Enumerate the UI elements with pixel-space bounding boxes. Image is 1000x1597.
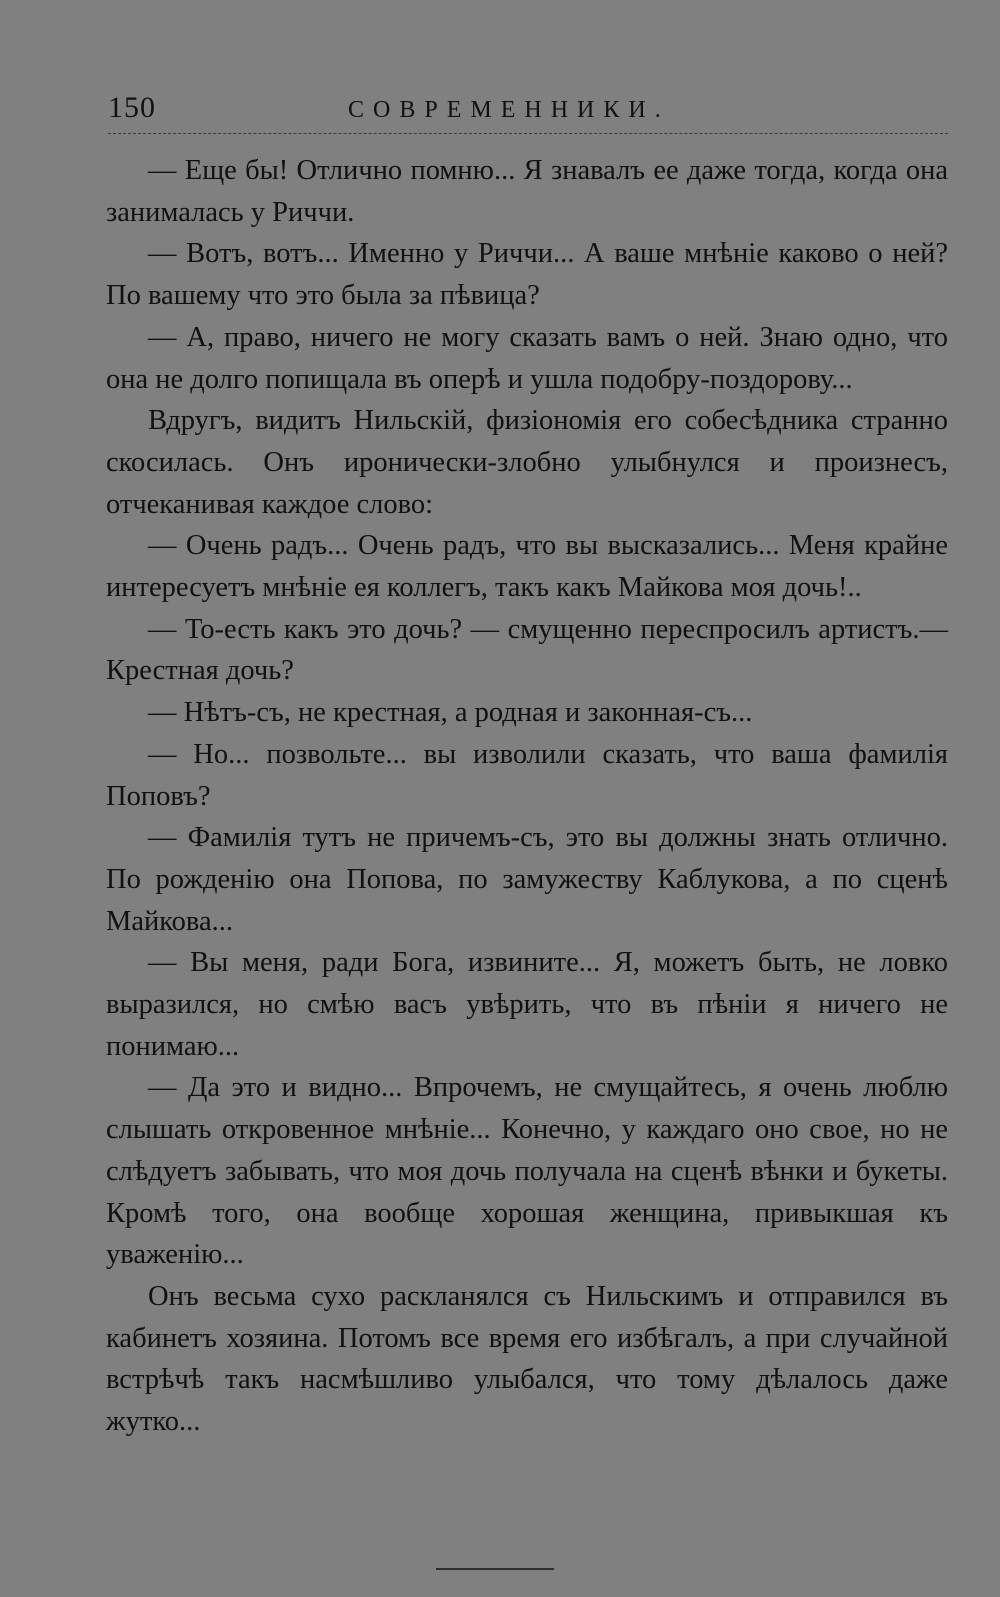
paragraph: — То-есть какъ это дочь? — смущенно переспросилъ артистъ.—Крестная дочь? — [106, 613, 948, 687]
header-rule — [108, 133, 948, 134]
page-header — [108, 88, 948, 132]
paragraph: — Еще бы! Отлично помню... Я знавалъ ее даже тогда, когда она занималась у Риччи. — [106, 155, 948, 228]
paragraph: — Но... позвольте... вы изволили сказать, что ваша фамилія Поповъ? — [106, 738, 948, 812]
footer-rule — [436, 1568, 554, 1570]
paragraph: Вдругъ, видитъ Нильскій, физіономія его собесѣдника странно скосилась. Онъ иронически-злобно улыбнулся и произнесъ, отчеканивая каждое слово: — [106, 405, 948, 520]
paragraph: — Очень радъ... Очень радъ, что вы высказались... Меня крайне интересуетъ мнѣніе ея коллегъ, такъ какъ Майкова моя дочь!.. — [106, 530, 948, 604]
running-title: СОВРЕМЕННИКИ. — [348, 97, 670, 123]
paragraph: — Да это и видно... Впрочемъ, не смущайтесь, я очень люблю слышать откровенное мнѣніе... Конечно, у каждаго оно свое, но не слѣдуетъ забывать, что моя дочь получала на сценѣ вѣнки и букеты. Кромѣ того, она вообще хорошая женщина, привыкшая къ уваженію... — [106, 1072, 948, 1271]
paragraph: — Фамилія тутъ не причемъ-съ, это вы должны знать отлично. По рожденію она Попова, по замужеству Каблукова, а по сценѣ Майкова... — [106, 822, 948, 937]
page-number: 150 — [108, 91, 156, 124]
paragraph: — Вотъ, вотъ... Именно у Риччи... А ваше мнѣніе каково о ней? По вашему что это была за пѣвица? — [106, 238, 948, 312]
paragraph: — Вы меня, ради Бога, извините... Я, можетъ быть, не ловко выразился, но смѣю васъ увѣрить, что въ пѣніи я ничего не понимаю... — [106, 947, 948, 1062]
paragraph: — Нѣтъ-съ, не крестная, а родная и законная-съ... — [148, 697, 753, 729]
body-text — [106, 150, 948, 1443]
paragraph: Онъ весьма сухо раскланялся съ Нильскимъ и отправился въ кабинетъ хозяина. Потомъ все время его избѣгалъ, а при случайной встрѣчѣ такъ насмѣшливо улыбался, что тому дѣлалось даже жутко... — [106, 1280, 948, 1438]
paragraph: — А, право, ничего не могу сказать вамъ о ней. Знаю одно, что она не долго попищала въ оперѣ и ушла подобру-поздорову... — [106, 321, 948, 395]
